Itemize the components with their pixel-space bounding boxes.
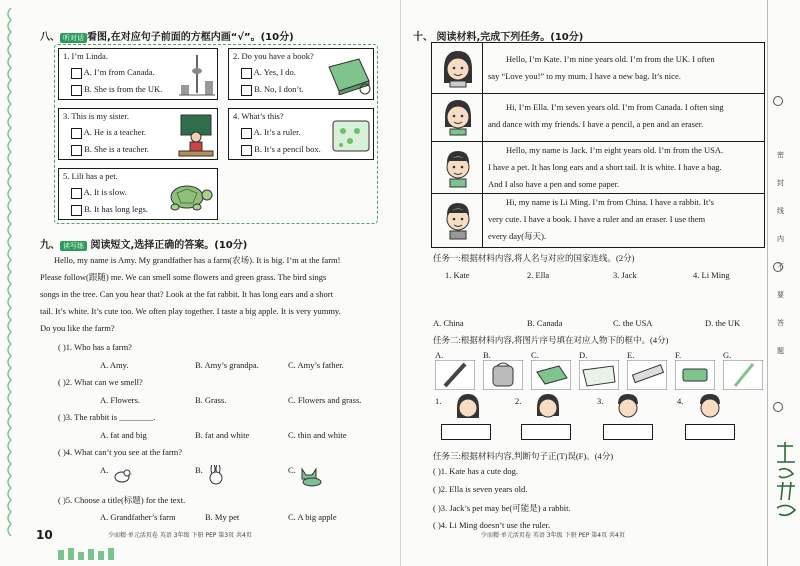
q8-3-option-a: A. He is a teacher.	[71, 127, 146, 139]
ella-text: Hi, I’m Ella. I’m seven years old. I’m from Canada. I often sing and dance with my friends. I have a pencil, a pen and an eraser.	[488, 102, 724, 129]
task1-name: 2. Ella	[527, 270, 550, 280]
boy-face-icon	[440, 147, 476, 189]
task3-item: ( )1. Kate has a cute dog.	[433, 466, 518, 476]
q9-1-b: B. Amy’s grandpa.	[195, 360, 259, 370]
q9-3: ( )3. The rabbit is ________.	[58, 412, 156, 422]
girl-face-icon	[453, 392, 483, 422]
pic-letter: D.	[579, 350, 588, 360]
pic-letter: G.	[723, 350, 732, 360]
binding-hole	[773, 262, 783, 272]
kate-text: Hello, I’m Kate. I’m nine years old. I’m from the UK. I often say “Love you!” to my mum. I have a new bag. It’s nice.	[488, 54, 715, 81]
pic-letter: E.	[627, 350, 635, 360]
task1-country: D. the UK	[705, 318, 741, 328]
q9-4: ( )4. What can’t you see at the farm?	[58, 447, 183, 457]
q8-2-option-b: B. No, I don’t.	[241, 84, 304, 96]
task1-name: 3. Jack	[613, 270, 637, 280]
girl-face-icon	[533, 392, 563, 422]
right-page	[400, 0, 800, 566]
boy-face-icon	[695, 392, 725, 422]
q8-1-option-b: B. She is from the UK.	[71, 84, 162, 96]
q9-5-a: A. Grandfather’s farm	[100, 512, 176, 522]
q9-1-a: A. Amy.	[100, 360, 129, 370]
task3-item: ( )2. Ella is seven years old.	[433, 484, 528, 494]
read-tag: 读写练	[60, 241, 87, 251]
bag-icon	[483, 360, 523, 390]
task3-title: 任务三:根据材料内容,判断句子正(T)误(F)。(4分)	[433, 451, 614, 461]
listen-tag: 听对话	[60, 33, 87, 43]
person-num: 4.	[677, 396, 684, 406]
q8-4-option-a: A. It’s a ruler.	[241, 127, 301, 139]
q8-2-text: 2. Do you have a book?	[233, 51, 314, 61]
task1-country: A. China	[433, 318, 464, 328]
q8-1-text: 1. I’m Linda.	[63, 51, 108, 61]
rabbit-icon	[205, 465, 227, 485]
q9-1: ( )1. Who has a farm?	[58, 342, 132, 352]
checkbox[interactable]	[241, 85, 252, 96]
ruler-icon	[627, 360, 667, 390]
pencil-box-icon	[331, 117, 371, 155]
q8-5-option-b: B. It has long legs.	[71, 204, 148, 216]
q8-5-option-a: A. It is slow.	[71, 187, 127, 199]
girl-face-icon	[440, 97, 476, 137]
q9-5-c: C. A big apple	[288, 512, 337, 522]
checkbox[interactable]	[71, 205, 82, 216]
q8-4-box	[228, 108, 374, 160]
q8-5-text: 5. Lili has a pet.	[63, 171, 118, 181]
q9-1-c: C. Amy’s father.	[288, 360, 344, 370]
liming-text: Hi, my name is Li Ming. I’m from China. I have a rabbit. It’s very cute. I have a book. I have a ruler and an eraser. I use them every day(每天).	[488, 197, 714, 241]
q8-3-option-b: B. She is a teacher.	[71, 144, 149, 156]
boy-face-icon	[613, 392, 643, 422]
pic-letter: A.	[435, 350, 444, 360]
q9-5-b: B. My pet	[205, 512, 240, 522]
checkbox[interactable]	[71, 145, 82, 156]
right-footer: 少而精·单元活页卷 英语 3年级 下册 PEP 第4页 共4页	[481, 532, 625, 539]
checkbox[interactable]	[71, 128, 82, 139]
cat-icon	[298, 465, 324, 487]
q9-3-b: B. fat and white	[195, 430, 250, 440]
paper-icon	[579, 360, 619, 390]
task1-name: 1. Kate	[445, 270, 470, 280]
eraser-icon	[675, 360, 715, 390]
task1-title: 任务一:根据材料内容,将人名与对应的国家连线。(2分)	[433, 253, 635, 263]
q9-2-c: C. Flowers and grass.	[288, 395, 362, 405]
task1-country: B. Canada	[527, 318, 563, 328]
left-footer: 少而精·单元活页卷 英语 3年级 下册 PEP 第3页 共4页	[108, 532, 252, 539]
pic-letter: C.	[531, 350, 539, 360]
task3-item: ( )3. Jack’s pet may be(可能是) a rabbit.	[433, 503, 571, 513]
book-icon	[531, 360, 571, 390]
bird-icon	[110, 465, 132, 485]
answer-box-2[interactable]	[521, 424, 571, 440]
q8-5-box	[58, 168, 218, 220]
answer-box-1[interactable]	[441, 424, 491, 440]
pic-letter: F.	[675, 350, 682, 360]
pic-letter: B.	[483, 350, 491, 360]
section-9-passage: Hello, my name is Amy. My grandfather has a farm(农场). It is big. I’m at the farm! Please follow(跟随) me. We can smell some flowers and green grass. The bird sings songs in the tree. Can you hear that? Look at the fat rabbit. It has long ears and a short tail. It’s white. It’s cute too. We often play together. I taste a big apple. It is very yummy. Do you like the farm?	[40, 255, 341, 333]
q9-4-a: A.	[100, 465, 132, 485]
task1-name: 4. Li Ming	[693, 270, 730, 280]
binding-hole	[773, 402, 783, 412]
pen-icon	[723, 360, 763, 390]
section-9-header: 九、 读写练 阅读短文,选择正确的答案。(10分)	[40, 240, 248, 251]
teacher-icon	[177, 113, 215, 157]
q9-2: ( )2. What can we smell?	[58, 377, 143, 387]
q8-4-option-b: B. It’s a pencil box.	[241, 144, 321, 156]
book-icon	[325, 57, 371, 95]
cn-tower-icon	[179, 53, 215, 97]
q8-4-text: 4. What’s this?	[233, 111, 284, 121]
q9-4-c: C.	[288, 465, 324, 487]
q8-1-box	[58, 48, 218, 100]
checkbox[interactable]	[241, 128, 252, 139]
checkbox[interactable]	[71, 85, 82, 96]
answer-box-3[interactable]	[603, 424, 653, 440]
reading-table	[431, 42, 765, 248]
turtle-icon	[163, 179, 215, 215]
q9-4-b: B.	[195, 465, 227, 485]
jack-text: Hello, my name is Jack. I’m eight years old. I’m from the USA. I have a pet. It has long ears and a short tail. It is white. I have a bag. And I also have a pen and some paper.	[488, 145, 724, 189]
handwriting-signature	[773, 440, 799, 520]
q8-3-text: 3. This is my sister.	[63, 111, 129, 121]
checkbox[interactable]	[241, 145, 252, 156]
checkbox[interactable]	[241, 68, 252, 79]
task1-country: C. the USA	[613, 318, 653, 328]
pencil-icon	[435, 360, 475, 390]
q9-5: ( )5. Choose a title(标题) for the text.	[58, 495, 186, 505]
q8-2-box	[228, 48, 374, 100]
q9-2-b: B. Grass.	[195, 395, 227, 405]
binding-hole	[773, 96, 783, 106]
q9-3-c: C. thin and white	[288, 430, 347, 440]
q8-2-option-a: A. Yes, I do.	[241, 67, 296, 79]
boy-face-icon	[440, 199, 476, 241]
scallop-border	[4, 8, 18, 548]
checkbox[interactable]	[71, 68, 82, 79]
q9-3-a: A. fat and big	[100, 430, 147, 440]
barcode-decoration	[56, 546, 136, 560]
q8-1-option-a: A. I’m from Canada.	[71, 67, 155, 79]
checkbox[interactable]	[71, 188, 82, 199]
task2-title: 任务二:根据材料内容,将图片序号填在对应人物下的框中。(4分)	[433, 335, 669, 345]
section-8-header: 八、 听对话 看图,在对应句子前面的方框内画“√”。(10分)	[40, 32, 294, 43]
q8-3-box	[58, 108, 218, 160]
seal-text: 密 封 线 内 不 要 答 题	[777, 151, 784, 355]
person-num: 2.	[515, 396, 522, 406]
section-10-header: 十、 阅读材料,完成下列任务。(10分)	[413, 32, 584, 43]
page-number: 10	[36, 528, 53, 542]
girl-face-icon	[440, 49, 476, 89]
person-num: 1.	[435, 396, 442, 406]
task3-item: ( )4. Li Ming doesn’t use the ruler.	[433, 520, 551, 530]
answer-box-4[interactable]	[685, 424, 735, 440]
person-num: 3.	[597, 396, 604, 406]
seal-line	[767, 0, 768, 566]
q9-2-a: A. Flowers.	[100, 395, 140, 405]
